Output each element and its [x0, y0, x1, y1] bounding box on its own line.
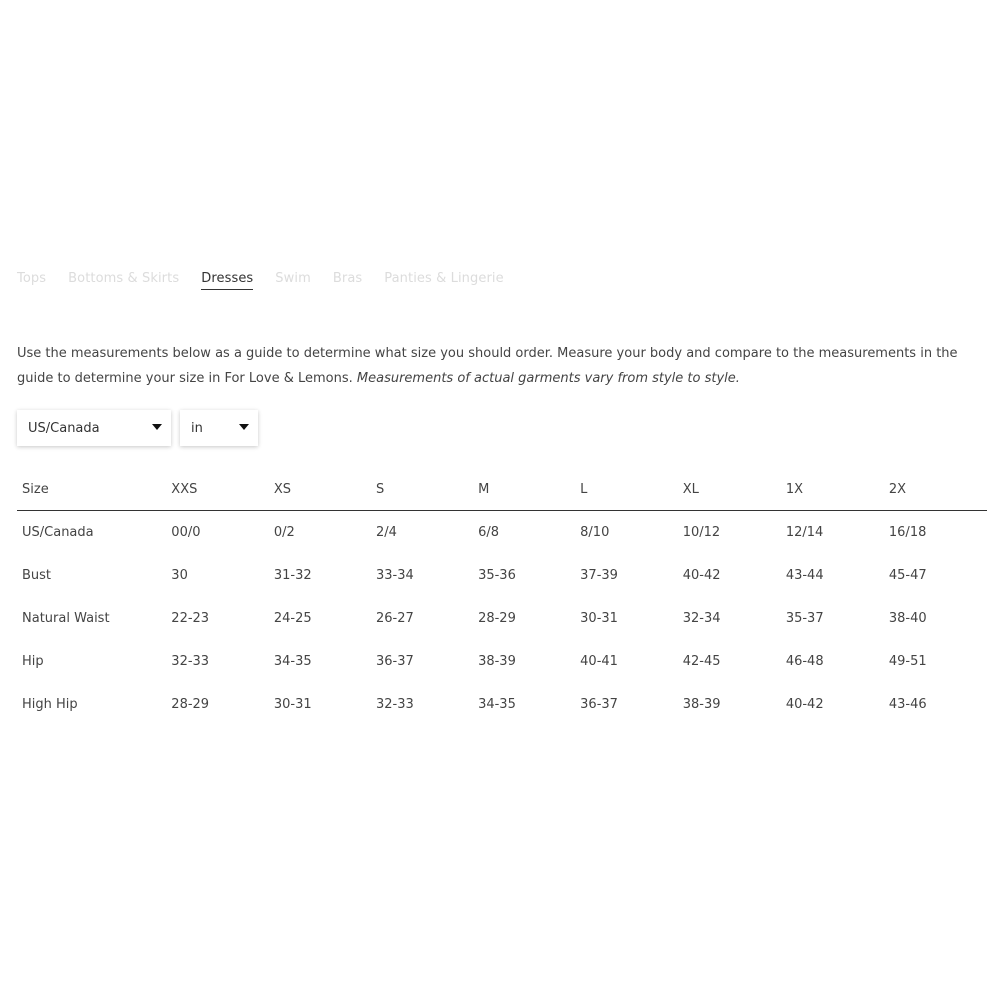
table-row: [17, 597, 987, 640]
table-cell: 0/2: [273, 525, 295, 540]
row-label: Bust: [22, 568, 52, 583]
column-header-s: S: [371, 468, 473, 511]
table-header-row: [17, 468, 987, 511]
table-cell: 8/10: [580, 525, 610, 540]
column-header-size: Size: [17, 468, 166, 511]
table-cell: 30: [171, 568, 188, 583]
table-cell: 36-37: [580, 697, 618, 712]
caret-down-icon: [239, 424, 249, 430]
table-cell: 22-23: [171, 611, 210, 626]
table-cell: 40-42: [785, 697, 824, 712]
tab-bottoms-skirts[interactable]: Bottoms & Skirts: [68, 271, 180, 286]
unit-select-value: in: [191, 420, 203, 436]
table-cell: 32-34: [682, 611, 721, 626]
table-cell: 6/8: [478, 525, 499, 540]
table-cell: 34-35: [478, 697, 516, 712]
row-label: High Hip: [22, 697, 78, 712]
table-cell: 37-39: [580, 568, 618, 583]
category-tabs: [17, 271, 526, 290]
column-header-xxs: XXS: [166, 468, 269, 511]
tab-panties-lingerie[interactable]: Panties & Lingerie: [384, 271, 504, 286]
column-header-l: L: [575, 468, 678, 511]
table-cell: 10/12: [682, 525, 721, 540]
table-cell: 38-39: [478, 654, 516, 669]
table-cell: 42-45: [682, 654, 721, 669]
table-cell: 43-46: [888, 697, 927, 712]
table-cell: 31-32: [273, 568, 312, 583]
table-cell: 45-47: [888, 568, 927, 583]
column-header-2x: 2X: [884, 468, 987, 511]
table-row: [17, 683, 987, 726]
table-cell: 40-41: [580, 654, 618, 669]
table-cell: 40-42: [682, 568, 721, 583]
size-chart-table: [17, 468, 987, 726]
table-cell: 32-33: [375, 697, 414, 712]
table-cell: 00/0: [171, 525, 201, 540]
size-guide-controls: [17, 410, 267, 446]
tab-bras[interactable]: Bras: [332, 271, 363, 286]
table-cell: 35-37: [785, 611, 824, 626]
table-cell: 49-51: [888, 654, 927, 669]
row-label: Natural Waist: [22, 611, 110, 626]
tab-dresses[interactable]: Dresses: [201, 271, 253, 290]
row-label: Hip: [22, 654, 44, 669]
row-label: US/Canada: [22, 525, 94, 540]
intro-note: Measurements of actual garments vary from style to style.: [356, 371, 740, 386]
table-cell: 43-44: [785, 568, 824, 583]
size-guide-intro: [17, 341, 987, 391]
table-cell: 24-25: [273, 611, 312, 626]
table-cell: 16/18: [888, 525, 927, 540]
table-cell: 32-33: [171, 654, 210, 669]
region-select-value: US/Canada: [28, 420, 100, 436]
table-cell: 28-29: [171, 697, 210, 712]
column-header-xs: XS: [269, 468, 371, 511]
column-header-xl: XL: [678, 468, 781, 511]
table-cell: 30-31: [273, 697, 312, 712]
table-cell: 30-31: [580, 611, 618, 626]
table-cell: 28-29: [478, 611, 516, 626]
tab-tops[interactable]: Tops: [17, 271, 47, 286]
table-cell: 26-27: [375, 611, 414, 626]
unit-select[interactable]: [180, 410, 258, 446]
table-cell: 34-35: [273, 654, 312, 669]
table-cell: 38-39: [682, 697, 721, 712]
table-cell: 38-40: [888, 611, 927, 626]
table-cell: 36-37: [375, 654, 414, 669]
table-row: [17, 640, 987, 683]
table-cell: 35-36: [478, 568, 516, 583]
region-select[interactable]: [17, 410, 171, 446]
intro-text: Use the measurements below as a guide to determine what size you should order. Measure your body and compare to the measurements in the guide to determine your size in For Love & Lemons.: [17, 346, 958, 386]
table-cell: 33-34: [375, 568, 414, 583]
tab-swim[interactable]: Swim: [275, 271, 311, 286]
column-header-1x: 1X: [781, 468, 884, 511]
column-header-m: M: [473, 468, 575, 511]
table-cell: 2/4: [375, 525, 397, 540]
caret-down-icon: [152, 424, 162, 430]
table-cell: 12/14: [785, 525, 824, 540]
table-row: [17, 554, 987, 597]
table-row: [17, 511, 987, 555]
table-cell: 46-48: [785, 654, 824, 669]
